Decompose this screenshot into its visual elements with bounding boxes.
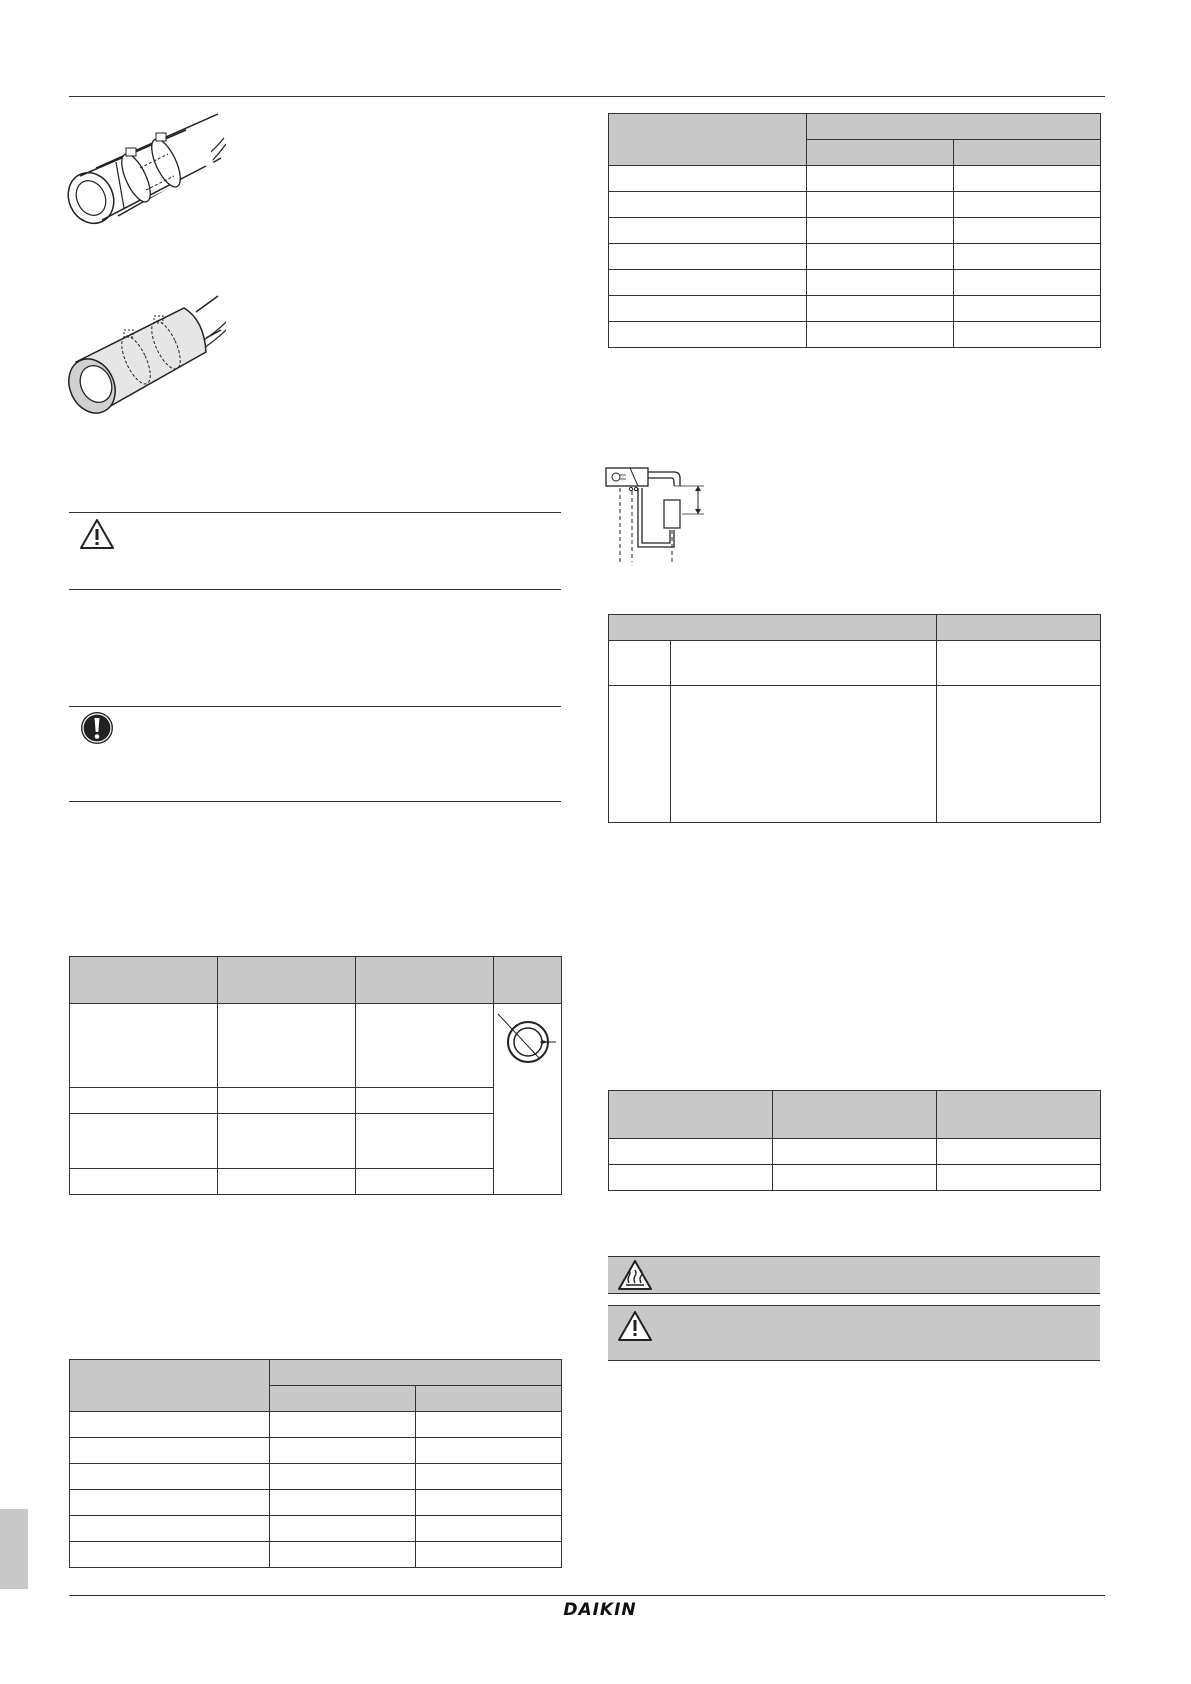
table-row	[609, 322, 1101, 348]
table-row	[70, 1114, 562, 1169]
pipe-cross-section-icon	[494, 1004, 562, 1080]
table-row	[609, 641, 1101, 686]
table-row	[609, 166, 1101, 192]
table-row	[70, 1412, 562, 1438]
table-row	[70, 1004, 562, 1088]
table-row	[609, 218, 1101, 244]
insulation-spec-table	[69, 956, 562, 1195]
table-row	[609, 686, 1101, 823]
hot-surface-icon	[617, 1259, 653, 1291]
pipe-clamp-illustration	[56, 108, 226, 243]
table-header-cell	[773, 1091, 937, 1139]
chapter-side-tab	[0, 1509, 28, 1589]
table-header-cell	[416, 1386, 562, 1412]
upper-right-table	[608, 113, 1101, 348]
insulation-cross-section-cell	[494, 1004, 562, 1195]
warning-triangle-icon	[78, 517, 116, 551]
table-row	[70, 1516, 562, 1542]
table-header-cell	[270, 1360, 562, 1386]
table-row	[609, 192, 1101, 218]
warning-banner	[608, 1306, 1100, 1361]
table-header-cell	[937, 1091, 1101, 1139]
header-rule	[69, 96, 1105, 97]
daikin-logo: DAIKIN	[563, 1600, 637, 1620]
table-row	[70, 1490, 562, 1516]
drain-requirements-table	[608, 614, 1101, 823]
table-header-cell	[807, 140, 954, 166]
table-row	[70, 1438, 562, 1464]
table-header-cell	[218, 957, 356, 1004]
warning-triangle-icon	[617, 1310, 653, 1342]
notice-note-bottom-rule	[69, 801, 561, 802]
hot-surface-banner	[608, 1257, 1100, 1294]
table-row	[609, 270, 1101, 296]
table-row	[70, 1542, 562, 1568]
table-header-cell	[609, 615, 937, 641]
table-header-cell	[494, 957, 562, 1004]
table-row	[609, 1139, 1101, 1165]
drain-piping-diagram	[602, 462, 722, 567]
table-header-cell	[356, 957, 494, 1004]
table-row	[70, 1088, 562, 1114]
lower-right-table	[608, 1090, 1101, 1191]
table-row	[609, 296, 1101, 322]
warning-note-bottom-rule	[69, 589, 561, 590]
table-row	[609, 1165, 1101, 1191]
table-header-cell	[70, 957, 218, 1004]
warning-note-top-rule	[69, 512, 561, 513]
footer-rule	[69, 1595, 1105, 1596]
table-header-cell	[270, 1386, 416, 1412]
lower-left-table	[69, 1359, 562, 1568]
table-row	[70, 1169, 562, 1195]
table-row	[609, 244, 1101, 270]
pipe-insulation-illustration	[56, 290, 226, 425]
exclamation-circle-icon	[79, 710, 115, 746]
table-header-cell	[937, 615, 1101, 641]
table-header-cell	[954, 140, 1101, 166]
table-header-cell	[609, 1091, 773, 1139]
table-header-cell	[609, 114, 807, 166]
notice-note-top-rule	[69, 706, 561, 707]
table-row	[70, 1464, 562, 1490]
table-header-cell	[70, 1360, 270, 1412]
table-header-cell	[807, 114, 1101, 140]
